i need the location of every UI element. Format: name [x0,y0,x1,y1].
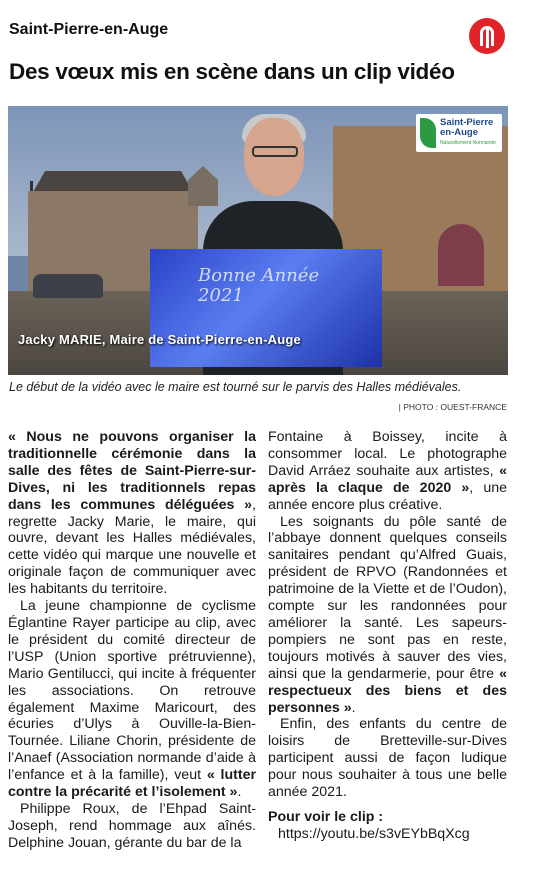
paragraph-2-text: La jeune championne de cyclisme Églantine Rayer participe au clip, avec le président du comité directeur de l’USP (Union sportive prétruvienne), Mario Gentilucci, qui incite à fréquenter les associations. On retrouve également Maxime Maricourt, des écuries d’Ulys à Ouville-la-Bien-Tournée. Liliane Chorin, présidente de l’Anaef (Association normande d’aide à l’enfance et à la famille), veut [8,598,256,784]
paragraph-3 [8,801,256,852]
quote-anaef: « lutter contre la précarité et l’isolement » [8,767,257,801]
article-photo [8,106,508,375]
ouest-france-logo-icon [469,18,505,54]
photo-person-head [244,118,304,196]
leaf-icon [420,118,436,148]
paragraph-4-tail: , une année encore plus créative. [268,479,508,513]
paragraph-6-text: Enfin, des enfants du centre de loisirs de Bretteville-sur-Dives participent aussi de façon ludique pour nous souhaiter à tous une belle année 2021. [268,716,507,801]
paragraph-3-text: Philippe Roux, de l’Ehpad Saint-Joseph, rend hommage aux aînés. Delphine Jouan, gérante du bar de la [8,800,256,851]
photo-arched-door [438,224,484,286]
paragraph-5-tail: . [351,699,356,716]
paragraph-5 [268,514,507,717]
paragraph-1-text: , regrette Jacky Marie, le maire, qui ouvre, devant les Halles médiévales, cette vidéo qui marque une nouvelle et originale façon de communiquer avec les habitants du territoire. [8,496,256,598]
paragraph-5-text: Les soignants du pôle santé de l’abbaye donnent quelques conseils sanitaires pendant qu’Alfred Guais, président de RPVO (Randonnées et patrimoine de la Viette et de l’Oudon), compte sur les randonnées pour améliorer la santé. Les sapeurs-pompiers ne sont pas en reste, toujours motivés à sauver des vies, ainsi que la gendarmerie, pour être [268,513,507,682]
paragraph-4 [268,429,507,514]
article-column-left [8,429,256,852]
municipality-logo [416,114,502,152]
municipality-logo-tagline: Naturellement Normande [440,140,496,146]
paragraph-2 [8,598,256,801]
article-column-right [268,429,507,843]
municipality-logo-name: Saint-Pierre en-Auge [440,117,494,138]
photo-sign-text: Bonne Année 2021 [198,265,320,306]
quote-gendarmerie: « respectueux des biens et des personnes » [268,665,507,716]
photo-person-glasses [252,146,298,157]
section-kicker: Saint-Pierre-en-Auge [9,21,169,38]
quote-photographer: « après la claque de 2020 » [268,462,507,496]
quote-mayor: « Nous ne pouvons organiser la traditionnelle cérémonie dans la salle des fêtes de Saint-Pierre-sur-Dives, ni les traditionnels repas dans les communes déléguées » [8,429,256,513]
clip-link[interactable] [268,826,507,843]
paragraph-1 [8,429,256,598]
paragraph-6 [268,716,507,801]
article-headline: Des vœux mis en scène dans un clip vidéo [9,59,455,84]
photo-credit: | PHOTO : OUEST-FRANCE [398,402,507,412]
paragraph-2-tail: . [237,784,242,801]
clip-url-link[interactable]: https://youtu.be/s3vEYbBqXcg [278,825,470,842]
clip-link-title: Pour voir le clip : [268,808,384,825]
photo-car [33,274,103,298]
photo-caption: Le début de la vidéo avec le maire est tourné sur le parvis des Halles médiévales. [9,380,462,394]
paragraph-4-text: Fontaine à Boissey, incite à consommer local. Le photographe David Arráez souhaite aux artistes, [268,429,507,479]
photo-overlay-caption: Jacky MARIE, Maire de Saint-Pierre-en-Auge [18,332,301,347]
